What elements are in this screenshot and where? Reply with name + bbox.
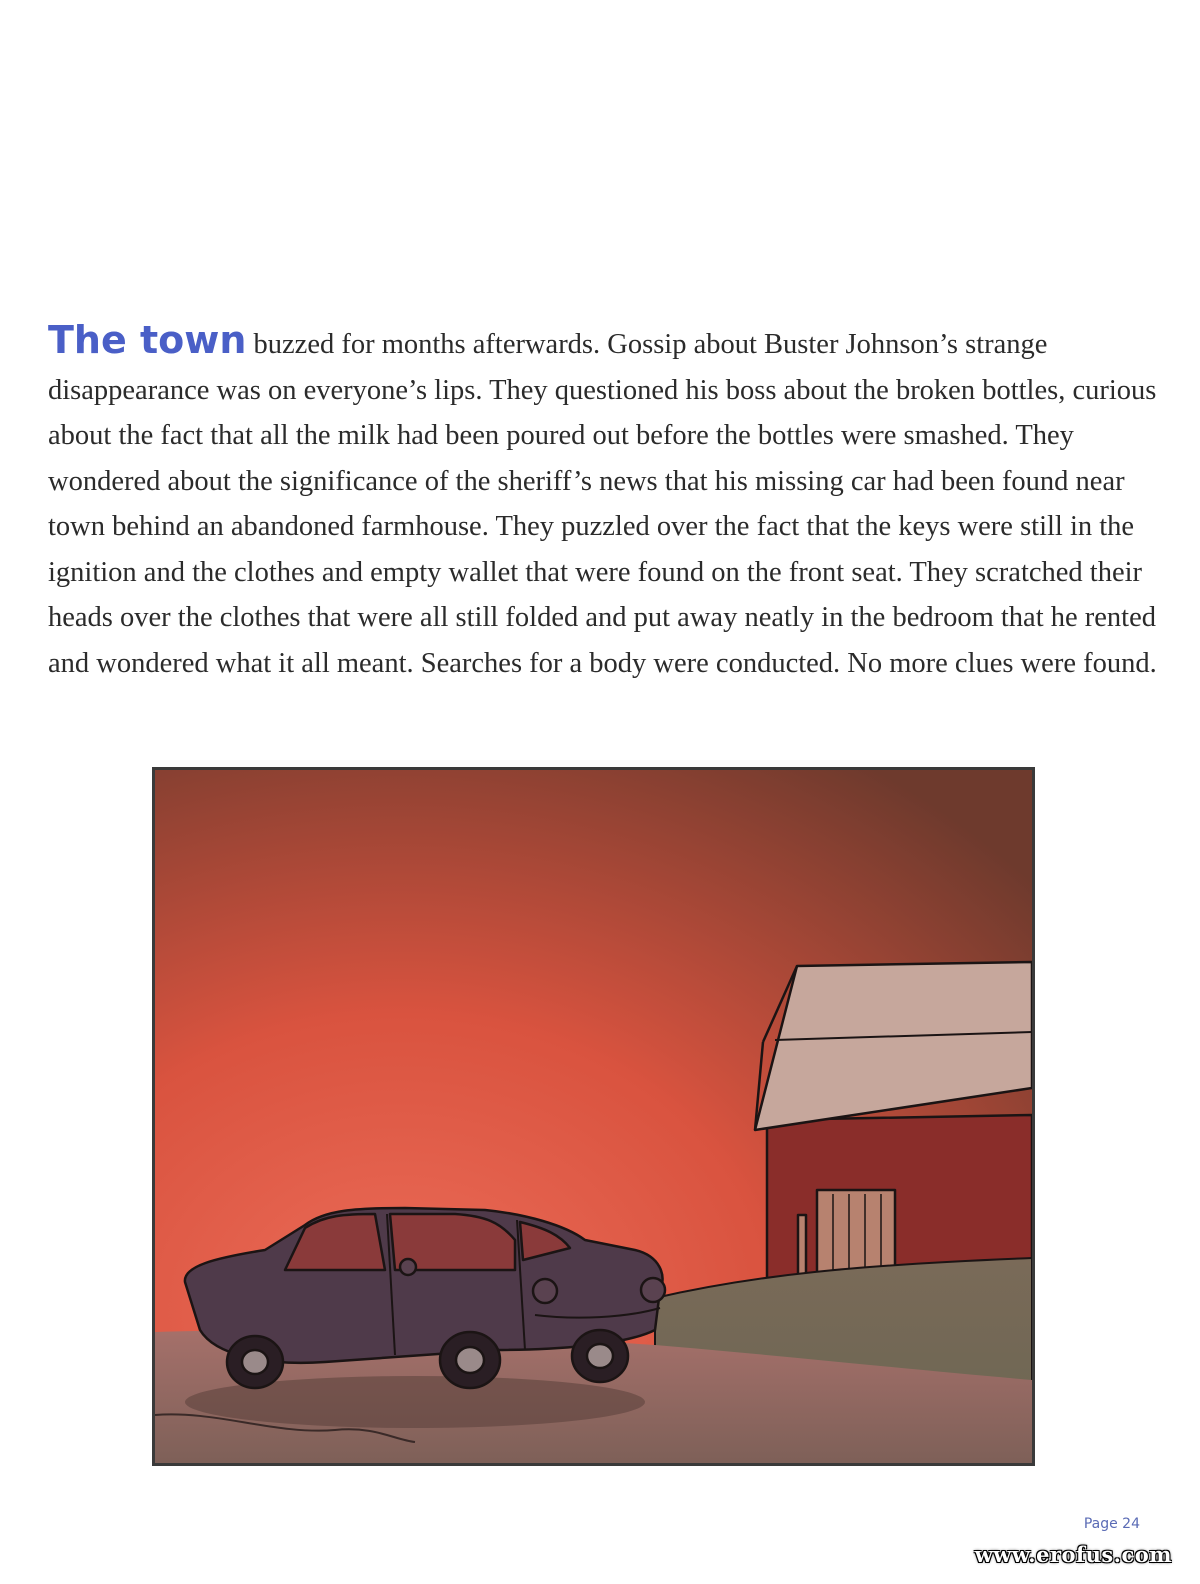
site-watermark: www.erofus.com	[974, 1542, 1172, 1567]
car-headlight-right	[641, 1278, 665, 1302]
story-paragraph	[48, 318, 1158, 686]
story-lead: The town	[48, 318, 247, 362]
car-headlight-left	[533, 1279, 557, 1303]
barn	[755, 962, 1032, 1310]
illustration-car-barn	[155, 770, 1032, 1463]
story-body: buzzed for months afterwards. Gossip about Buster Johnson’s strange disappearance was on everyone’s lips. They questioned his boss about the broken bottles, curious about the fact that all the milk had been poured out before the bottles were smashed. They wondered about the significance of the sheriff’s news that his missing car had been found near town behind an abandoned farmhouse. They puzzled over the fact that the keys were still in the ignition and the clothes and empty wallet that were found on the front seat. They scratched their heads over the clothes that were all still folded and put away neatly in the bedroom that he rented and wondered what it all meant. Searches for a body were conducted. No more clues were found.	[48, 329, 1157, 679]
car-wheel-front	[440, 1332, 500, 1388]
car-wheel-front-right	[572, 1330, 628, 1382]
illustration-panel	[152, 767, 1035, 1466]
car-wheel-rear	[227, 1336, 283, 1388]
page-number: Page 24	[1083, 1516, 1140, 1532]
